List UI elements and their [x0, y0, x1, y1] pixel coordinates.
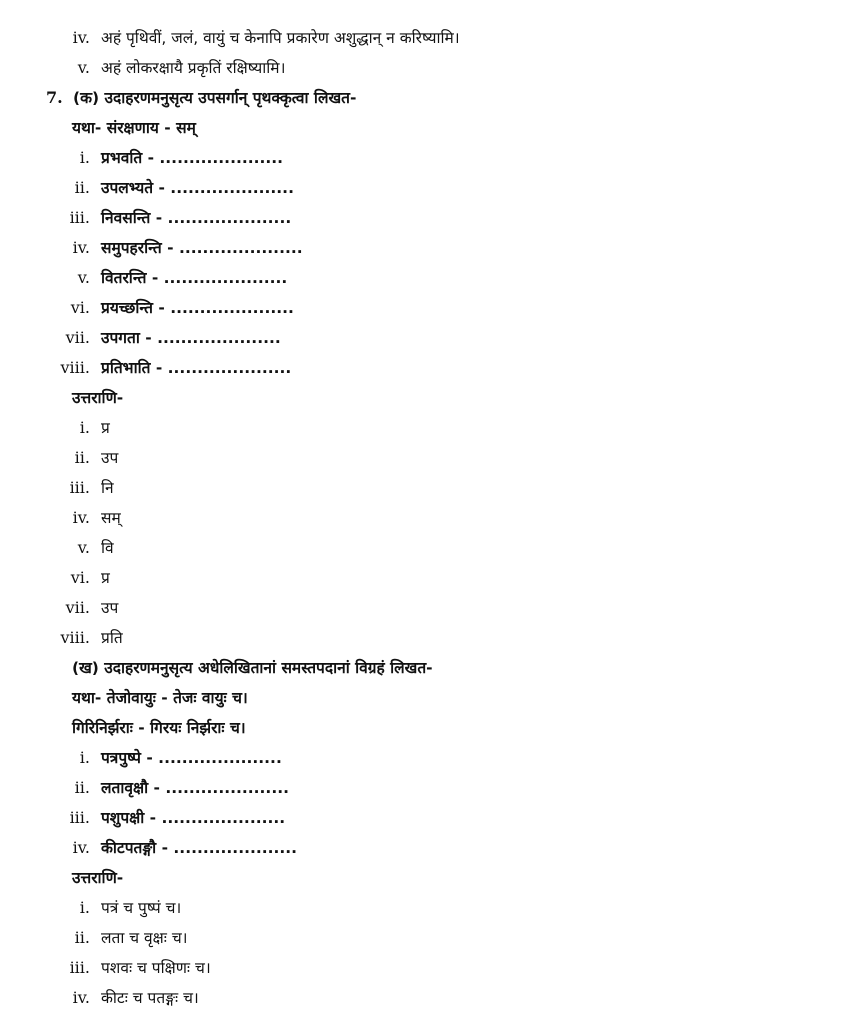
answers-label: उत्तराणि- [72, 389, 124, 407]
item-text: पत्रपुष्पे - ..................... [101, 749, 282, 767]
item-text: प्र [101, 569, 110, 587]
item-number: viii. [60, 358, 90, 377]
item-number: v. [77, 268, 90, 287]
item-text: सम् [101, 509, 121, 527]
item-text: वि [101, 539, 114, 557]
item-number: vii. [65, 598, 90, 617]
item-number: vii. [65, 328, 90, 347]
part-a-heading: (क) उदाहरणमनुसृत्य उपसर्गान् पृथक्कृत्वा लिखत- [73, 89, 357, 107]
question-number: 7. [46, 88, 63, 107]
item-text: प्र [101, 419, 110, 437]
item-text: कीटपतङ्गौ - ..................... [101, 839, 298, 857]
item-number: iv. [72, 988, 90, 1007]
item-number: vi. [70, 298, 90, 317]
item-number: i. [79, 748, 90, 767]
item-text: उपगता - ..................... [101, 329, 281, 347]
part-b-example-2: गिरिनिर्झराः - गिरयः निर्झराः च। [72, 719, 246, 737]
item-text: अहं पृथिवीं, जलं, वायुं च केनापि प्रकारेण अशुद्धान् न करिष्यामि। [101, 29, 460, 47]
item-number: ii. [74, 778, 90, 797]
item-number: i. [79, 898, 90, 917]
item-text: प्रयच्छन्ति - ..................... [101, 299, 294, 317]
part-b-example-1: यथा- तेजोवायुः - तेजः वायुः च। [72, 689, 248, 707]
item-text: अहं लोकरक्षायै प्रकृतिं रक्षिष्यामि। [101, 59, 286, 77]
part-a-example: यथा- संरक्षणाय - सम् [72, 119, 196, 137]
item-number: ii. [74, 448, 90, 467]
item-text: पशवः च पक्षिणः च। [101, 959, 211, 977]
item-number: vi. [70, 568, 90, 587]
item-text: नि [101, 479, 114, 497]
item-number: ii. [74, 928, 90, 947]
item-text: उप [101, 599, 119, 617]
item-number: viii. [60, 628, 90, 647]
item-number: v. [77, 58, 90, 77]
item-number: iii. [69, 958, 90, 977]
item-text: लतावृक्षौ - ..................... [101, 779, 289, 797]
item-text: पत्रं च पुष्पं च। [101, 899, 182, 917]
item-text: समुपहरन्ति - ..................... [101, 239, 303, 257]
item-number: i. [79, 418, 90, 437]
item-number: iii. [69, 808, 90, 827]
item-text: पशुपक्षी - ..................... [101, 809, 286, 827]
item-number: i. [79, 148, 90, 167]
item-number: iii. [69, 208, 90, 227]
item-number: ii. [74, 178, 90, 197]
item-text: उपलभ्यते - ..................... [101, 179, 294, 197]
item-number: iv. [72, 238, 90, 257]
item-number: iv. [72, 28, 90, 47]
item-number: iii. [69, 478, 90, 497]
part-b-heading: (ख) उदाहरणमनुसृत्य अधेलिखितानां समस्तपदानां विग्रहं लिखत- [72, 659, 433, 677]
item-text: प्रभवति - ..................... [101, 149, 284, 167]
item-text: उप [101, 449, 119, 467]
answers-label: उत्तराणि- [72, 869, 124, 887]
item-number: v. [77, 538, 90, 557]
item-text: वितरन्ति - ..................... [101, 269, 288, 287]
item-text: निवसन्ति - ..................... [101, 209, 292, 227]
item-text: प्रति [101, 629, 123, 647]
item-text: लता च वृक्षः च। [101, 929, 188, 947]
item-number: iv. [72, 508, 90, 527]
item-text: प्रतिभाति - ..................... [101, 359, 292, 377]
item-text: कीटः च पतङ्गः च। [101, 989, 199, 1007]
item-number: iv. [72, 838, 90, 857]
